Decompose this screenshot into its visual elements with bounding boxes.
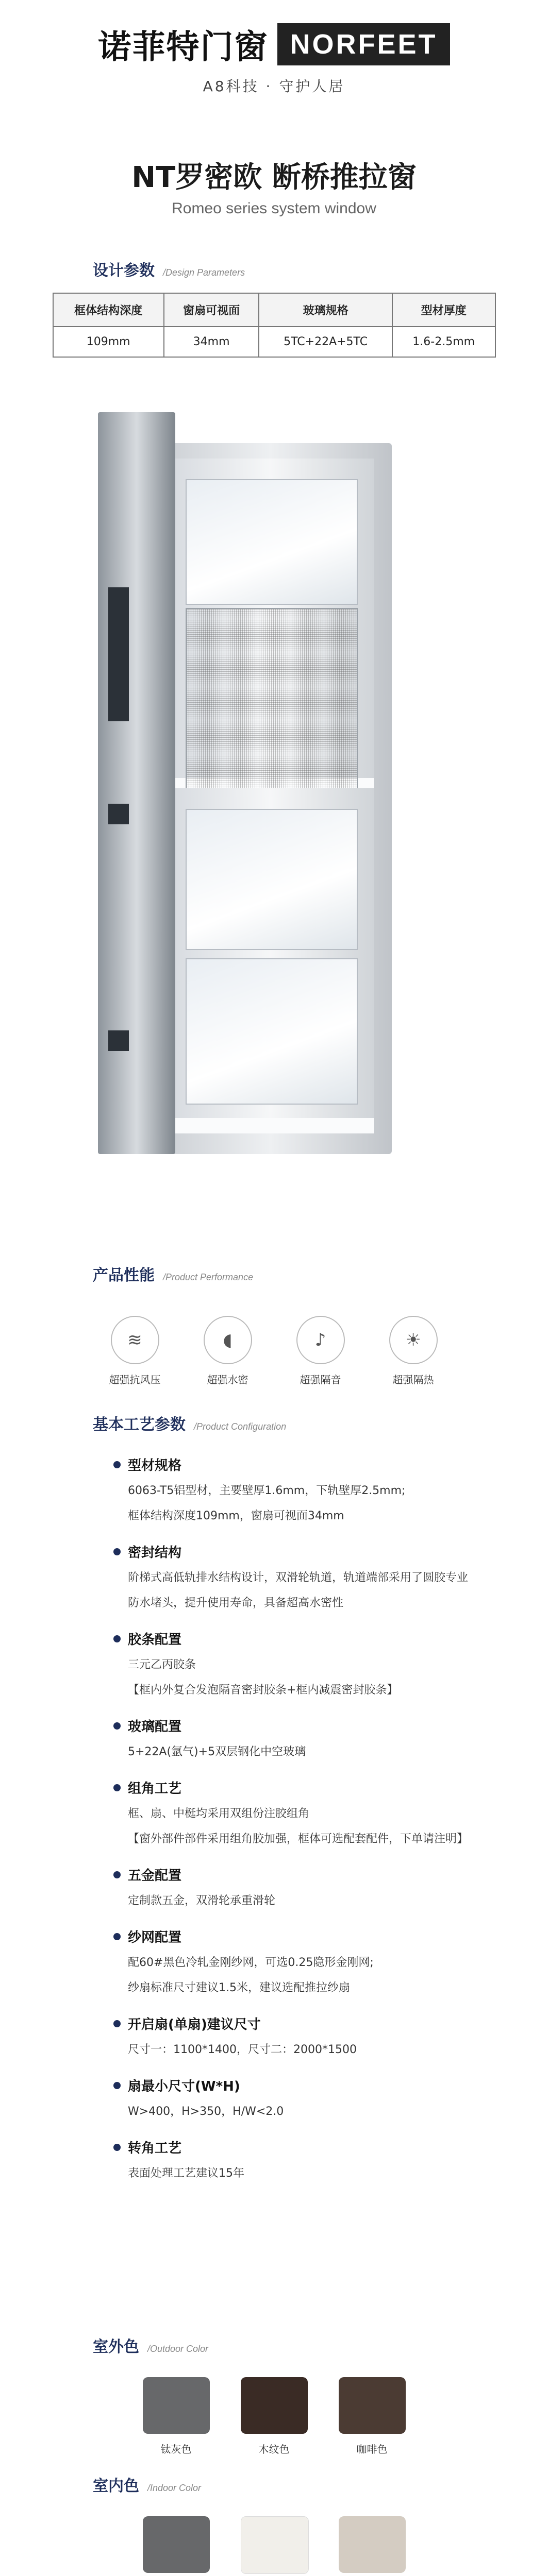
config-section	[0, 1412, 548, 2199]
swatch-box	[339, 2516, 406, 2573]
color-swatch[interactable]	[143, 2516, 210, 2576]
config-item-line: 阶梯式高低轨排水结构设计，双滑轮轨道，轨道端部采用了圆胶专业	[128, 1571, 469, 1584]
config-item-name: 胶条配置	[128, 1632, 182, 1648]
bullet-icon	[113, 1784, 121, 1791]
config-item-name: 转角工艺	[128, 2141, 182, 2156]
swatch-box	[241, 2516, 309, 2574]
perf-item-water	[200, 1316, 256, 1386]
config-item	[113, 1927, 485, 1996]
config-item-heading	[113, 1865, 485, 1884]
config-item-name: 密封结构	[128, 1545, 182, 1561]
outdoor-color-section	[0, 2334, 548, 2456]
config-item-line: 配60#黑色冷轧金刚纱网，可选0.25隐形金刚网;	[128, 1956, 374, 1969]
bullet-icon	[113, 1461, 121, 1468]
brand-row	[0, 21, 548, 68]
config-item	[113, 1542, 485, 1612]
perf-item-wind	[107, 1316, 163, 1386]
bullet-icon	[113, 2020, 121, 2027]
bullet-icon	[113, 1548, 121, 1555]
lower-glass	[186, 809, 358, 950]
params-table	[53, 293, 496, 358]
swatch-label: 咖啡色	[356, 2443, 388, 2455]
brand-logo: NORFEET	[277, 23, 450, 65]
config-item-heading	[113, 2138, 485, 2157]
config-item-line: 6063-T5铝型材，主要壁厚1.6mm，下轨壁厚2.5mm;	[128, 1484, 406, 1497]
product-subtitle: Romeo series system window	[172, 200, 376, 217]
perf-label: 超强隔音	[300, 1374, 341, 1386]
config-item-line: 5+22A(氩气)+5双层钢化中空玻璃	[128, 1745, 306, 1758]
water-icon: ◖	[204, 1316, 252, 1364]
bullet-icon	[113, 1933, 121, 1940]
config-item-name: 玻璃配置	[128, 1719, 182, 1735]
performance-title: 产品性能	[93, 1266, 155, 1284]
design-section	[0, 258, 548, 358]
outdoor-color-title: 室外色	[93, 2338, 139, 2356]
config-item-line: 纱扇标准尺寸建议1.5米，建议选配推拉纱扇	[128, 1981, 350, 1994]
perf-item-heat	[385, 1316, 442, 1386]
design-heading	[0, 258, 548, 280]
window-illustration	[77, 412, 471, 1185]
upper-glass	[186, 479, 358, 605]
performance-section	[0, 1262, 548, 1386]
config-item-line: 【框内外复合发泡隔音密封胶条+框内减震密封胶条】	[128, 1684, 398, 1697]
config-item	[113, 1865, 485, 1909]
config-title-en: /Product Configuration	[194, 1421, 287, 1432]
config-item	[113, 2014, 485, 2058]
config-item-line: 尺寸一：1100*1400，尺寸二：2000*1500	[128, 2043, 357, 2056]
params-value: 109mm	[53, 327, 164, 357]
bullet-icon	[113, 1635, 121, 1642]
bullet-icon	[113, 1722, 121, 1730]
performance-heading	[0, 1262, 548, 1285]
gasket-detail-3	[108, 1030, 129, 1051]
color-swatch[interactable]	[143, 2377, 210, 2456]
config-item-name: 纱网配置	[128, 1930, 182, 1945]
config-item	[113, 1629, 485, 1699]
params-value-row	[53, 327, 495, 357]
product-title-block	[0, 155, 548, 217]
config-item-heading	[113, 2014, 485, 2033]
perf-item-sound	[292, 1316, 349, 1386]
config-item-name: 五金配置	[128, 1868, 182, 1884]
params-value: 1.6-2.5mm	[392, 327, 495, 357]
config-item-heading	[113, 2076, 485, 2095]
config-item-heading	[113, 1542, 485, 1561]
gasket-detail	[108, 587, 129, 721]
config-item-heading	[113, 1716, 485, 1735]
perf-label: 超强抗风压	[109, 1374, 161, 1386]
lower-glass-2	[186, 958, 358, 1105]
performance-title-en: /Product Performance	[163, 1272, 254, 1282]
outdoor-color-heading	[0, 2334, 548, 2357]
swatch-box	[143, 2516, 210, 2573]
indoor-color-title-en: /Indoor Color	[147, 2483, 202, 2493]
indoor-color-title: 室内色	[93, 2477, 139, 2495]
performance-icons	[0, 1316, 548, 1386]
config-item-name: 开启扇(单扇)建议尺寸	[128, 2017, 261, 2032]
config-item-heading	[113, 1629, 485, 1648]
params-header: 框体结构深度	[53, 293, 164, 327]
params-header: 型材厚度	[392, 293, 495, 327]
config-heading	[0, 1412, 548, 1434]
color-swatch[interactable]	[241, 2516, 308, 2576]
config-item-line: W>400，H>350，H/W<2.0	[128, 2105, 284, 2118]
params-header: 窗扇可视面	[164, 293, 259, 327]
config-item-name: 扇最小尺寸(W*H)	[128, 2079, 240, 2094]
swatch-box	[339, 2377, 406, 2434]
perf-label: 超强隔热	[392, 1374, 434, 1386]
wind-icon: ≋	[111, 1316, 159, 1364]
config-item-line: 框体结构深度109mm，窗扇可视面34mm	[128, 1510, 344, 1522]
color-swatch[interactable]	[241, 2377, 308, 2456]
sound-icon: ♪	[296, 1316, 345, 1364]
indoor-swatches	[0, 2516, 548, 2576]
config-item-heading	[113, 1927, 485, 1946]
params-header: 玻璃规格	[259, 293, 392, 327]
config-item	[113, 2076, 485, 2120]
config-title: 基本工艺参数	[93, 1416, 186, 1434]
swatch-box	[241, 2377, 308, 2434]
config-item-heading	[113, 1455, 485, 1474]
brand-slogan: A8科技 · 守护人居	[203, 78, 345, 95]
bullet-icon	[113, 1871, 121, 1878]
design-title: 设计参数	[93, 262, 155, 280]
product-title: NT罗密欧 断桥推拉窗	[131, 161, 417, 194]
swatch-label: 钛灰色	[160, 2443, 192, 2455]
config-item	[113, 2138, 485, 2182]
config-item-line: 【窗外部件部件采用组角胶加强，框体可选配套配件，下单请注明】	[128, 1833, 469, 1845]
color-swatch[interactable]	[339, 2516, 406, 2576]
indoor-color-heading	[0, 2473, 548, 2496]
params-value: 5TC+22A+5TC	[259, 327, 392, 357]
config-item-heading	[113, 1778, 485, 1797]
gasket-detail-2	[108, 804, 129, 824]
config-list	[113, 1455, 485, 2182]
config-item-line: 防水堵头，提升使用寿命，具备超高水密性	[128, 1597, 344, 1609]
screen-mesh	[186, 608, 358, 790]
perf-label: 超强水密	[207, 1374, 248, 1386]
swatch-label: 木纹色	[258, 2443, 290, 2455]
params-value: 34mm	[164, 327, 259, 357]
bullet-icon	[113, 2082, 121, 2089]
config-item	[113, 1455, 485, 1524]
params-header-row	[53, 293, 495, 327]
config-item-line: 表面处理工艺建议15年	[128, 2167, 244, 2180]
heat-icon: ☀	[389, 1316, 438, 1364]
config-item-line: 定制款五金，双滑轮承重滑轮	[128, 1894, 276, 1907]
outdoor-color-title-en: /Outdoor Color	[147, 2344, 209, 2354]
config-item-name: 型材规格	[128, 1458, 182, 1473]
swatch-box	[143, 2377, 210, 2434]
brand-header	[0, 21, 548, 96]
config-item	[113, 1778, 485, 1848]
indoor-color-section	[0, 2473, 548, 2576]
config-item-name: 组角工艺	[128, 1781, 182, 1797]
brand-name-cn: 诺菲特门窗	[98, 28, 269, 66]
config-item-line: 框、扇、中梃均采用双组份注胶组角	[128, 1807, 310, 1820]
config-item-line: 三元乙丙胶条	[128, 1658, 196, 1671]
color-swatch[interactable]	[339, 2377, 406, 2456]
outdoor-swatches	[0, 2377, 548, 2456]
bullet-icon	[113, 2144, 121, 2151]
design-title-en: /Design Parameters	[163, 267, 245, 278]
config-item	[113, 1716, 485, 1760]
